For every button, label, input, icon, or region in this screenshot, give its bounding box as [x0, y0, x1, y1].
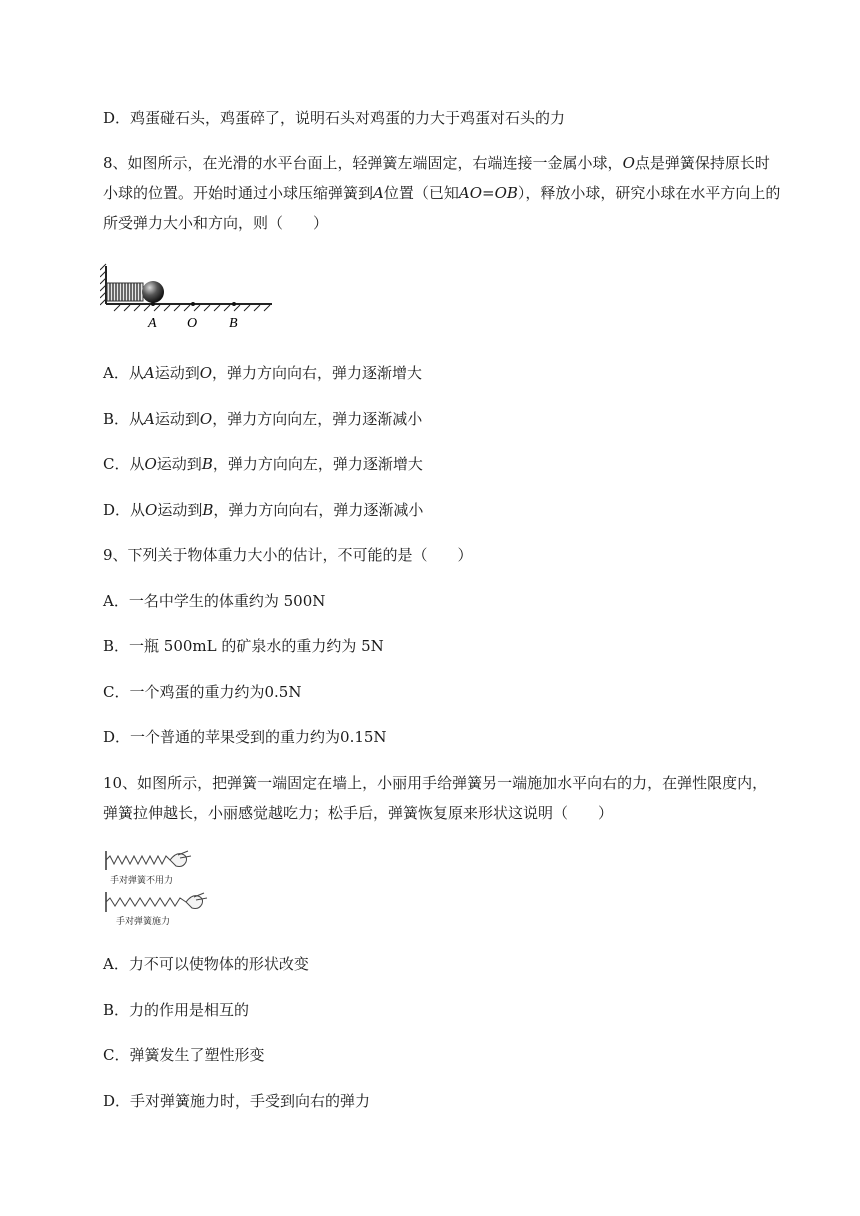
- caption-with-force: 手对弹簧施力: [116, 917, 171, 926]
- equation: AO=OB: [458, 184, 518, 202]
- point: A: [144, 410, 155, 428]
- q8-stem-line1: [103, 153, 770, 173]
- text: ，弹力方向向右，弹力逐渐增大: [212, 364, 423, 382]
- text: 运动到: [154, 364, 200, 382]
- point-o: O: [622, 154, 635, 172]
- caption-no-force: 手对弹簧不用力: [110, 876, 174, 886]
- point: O: [199, 364, 213, 382]
- q8-option-a: [103, 363, 422, 383]
- q9-option-c: C．一个鸡蛋的重力约为0.5N: [103, 683, 302, 701]
- metal-ball: [142, 281, 164, 303]
- label-o: O: [187, 316, 198, 331]
- q9-option-d: D．一个普通的苹果受到的重力约为0.15N: [103, 728, 387, 746]
- q10-option-d: D．手对弹簧施力时，手受到向右的弹力: [103, 1092, 371, 1110]
- text: ，弹力方向向左，弹力逐渐增大: [212, 455, 423, 473]
- point: B: [201, 455, 213, 473]
- text: 运动到: [156, 455, 202, 473]
- text: ，弹力方向向右，弹力逐渐减小: [213, 501, 424, 519]
- label-a: A: [148, 316, 157, 331]
- q9-option-b: B．一瓶 500mL 的矿泉水的重力约为 5N: [103, 637, 384, 655]
- point-a: A: [373, 184, 384, 202]
- spring-ball-figure: [100, 262, 280, 334]
- q10-option-a: A．力不可以使物体的形状改变: [103, 955, 309, 973]
- point: O: [145, 501, 158, 519]
- q8-stem-line2: [103, 183, 780, 203]
- point: A: [143, 364, 155, 382]
- label-b: B: [229, 316, 238, 331]
- q9-stem: 9、下列关于物体重力大小的估计，不可能的是（ ）: [103, 546, 473, 564]
- q10-stem-line2: 弹簧拉伸越长，小丽感觉越吃力；松手后，弹簧恢复原来形状这说明（ ）: [103, 804, 614, 822]
- text: A．从: [103, 364, 144, 382]
- text: ），释放小球，研究小球在水平方向上的: [517, 184, 781, 202]
- text: B．从: [103, 410, 145, 428]
- hand-icon: [170, 854, 187, 867]
- text: 位置（已知: [383, 184, 459, 202]
- q9-option-a: A．一名中学生的体重约为 500N: [103, 592, 326, 610]
- text: 点是弹簧保持原长时: [634, 154, 770, 172]
- q8-option-d: [103, 500, 423, 520]
- q7-option-d: D．鸡蛋碰石头，鸡蛋碎了，说明石头对鸡蛋的力大于鸡蛋对石头的力: [103, 109, 566, 127]
- point: O: [144, 455, 157, 473]
- q10-option-c: C．弹簧发生了塑性形变: [103, 1046, 265, 1064]
- q10-option-b: B．力的作用是相互的: [103, 1001, 250, 1019]
- text: ，弹力方向向左，弹力逐渐减小: [212, 410, 423, 428]
- q10-stem-line1: 10、如图所示，把弹簧一端固定在墙上，小丽用手给弹簧另一端施加水平向右的力，在弹性限度内，: [103, 774, 768, 792]
- text: D．从: [103, 501, 146, 519]
- hand-icon: [186, 896, 203, 909]
- text: 运动到: [154, 410, 200, 428]
- q8-stem-line3: 所受弹力大小和方向，则（ ）: [103, 214, 329, 232]
- point: O: [199, 410, 213, 428]
- text: 运动到: [157, 501, 203, 519]
- text: C．从: [103, 455, 145, 473]
- text: 8、如图所示，在光滑的水平台面上，轻弹簧左端固定，右端连接一金属小球，: [103, 154, 623, 172]
- q8-option-b: [103, 409, 422, 429]
- text: 小球的位置。开始时通过小球压缩弹簧到: [103, 184, 374, 202]
- hand-spring-figure: [102, 848, 214, 926]
- q8-option-c: [103, 454, 423, 474]
- point: B: [202, 501, 214, 519]
